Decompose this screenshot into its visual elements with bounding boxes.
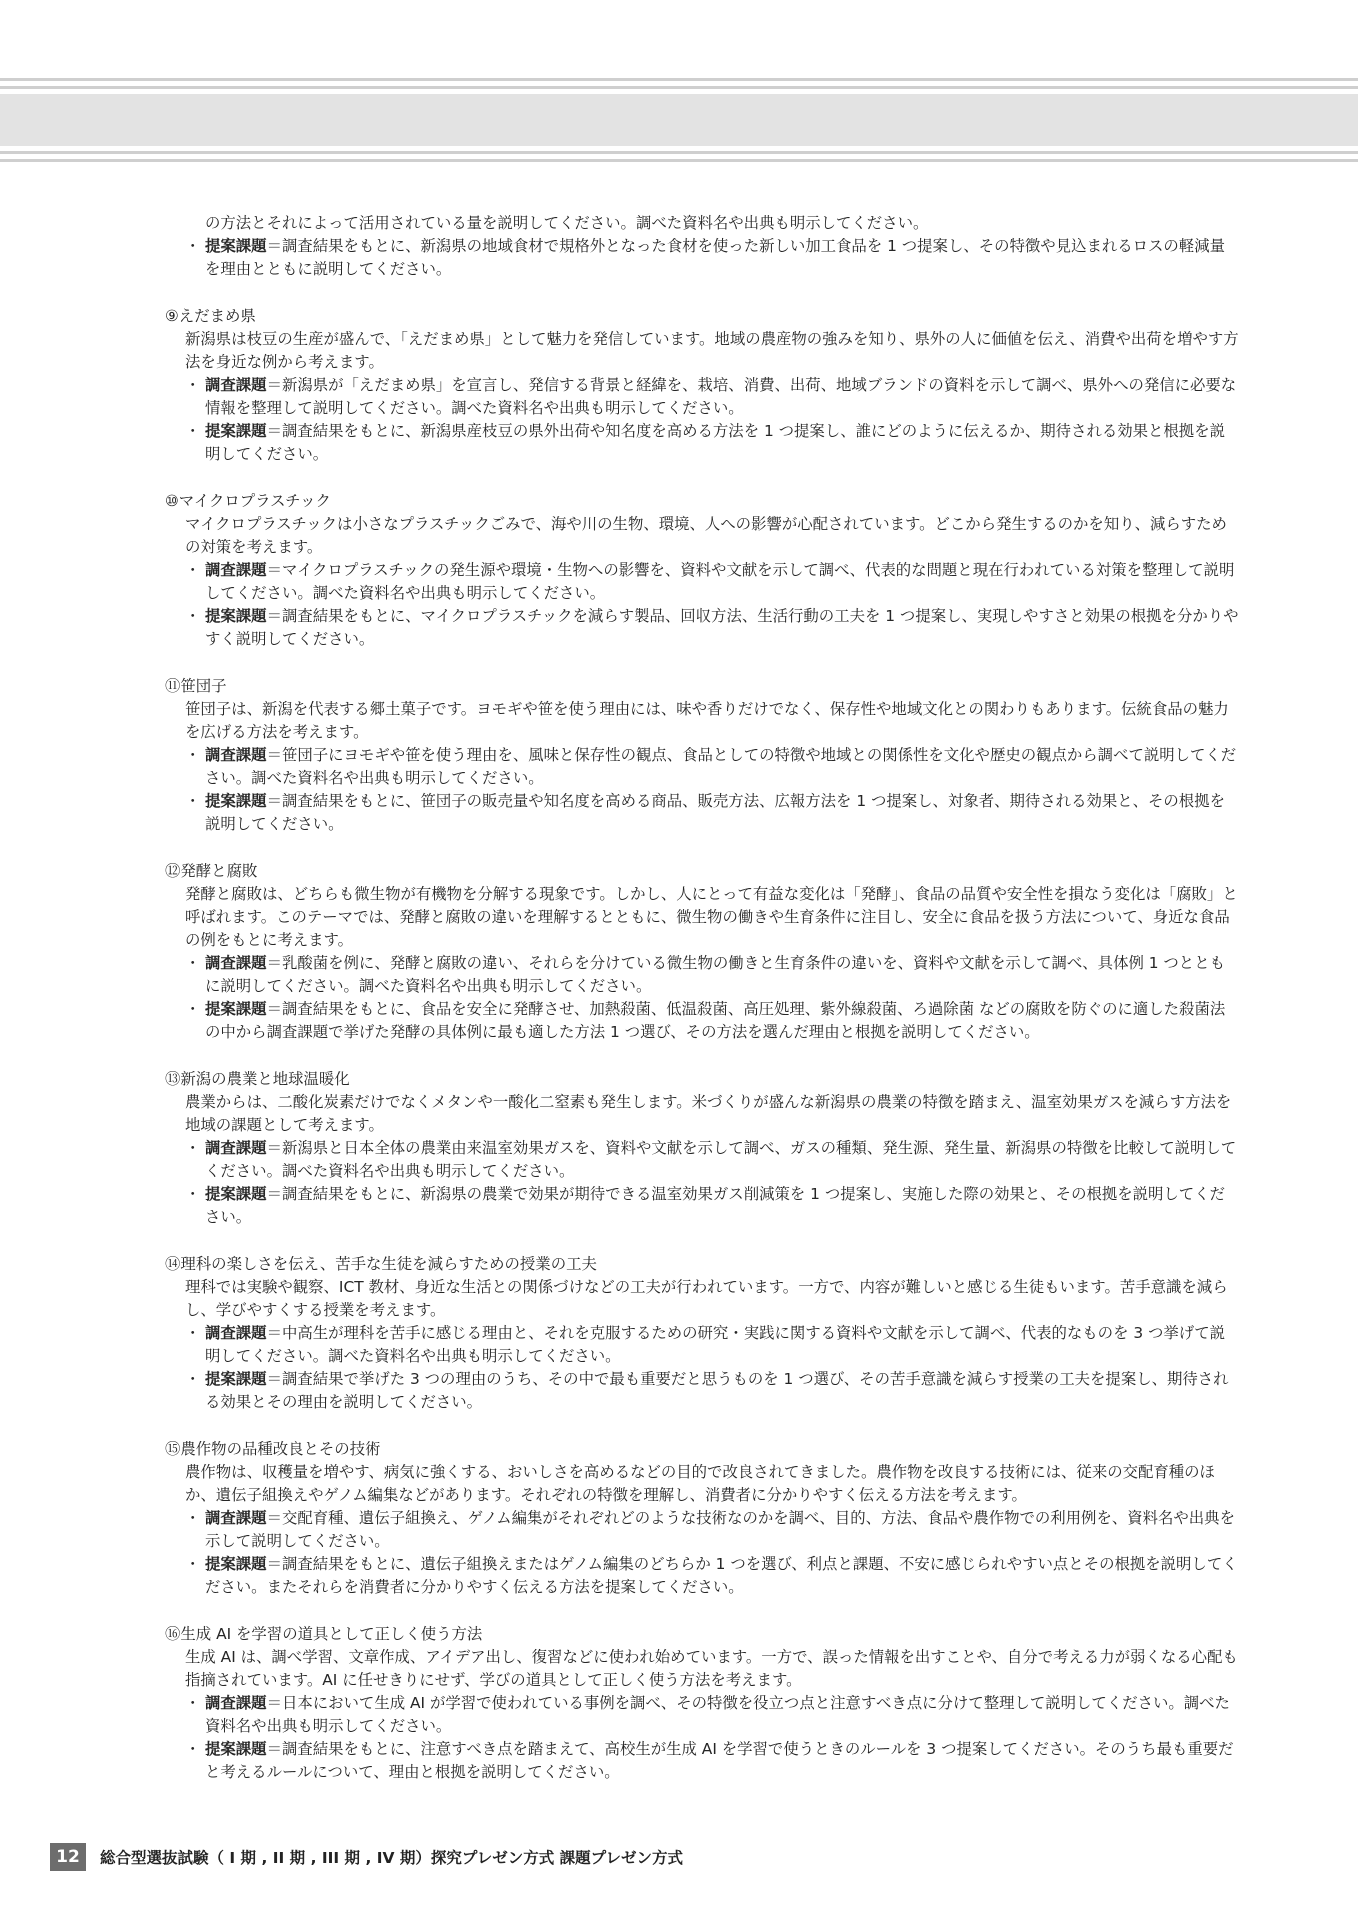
research-task xyxy=(165,1507,1240,1553)
topic-title: ⑨えだまめ県 xyxy=(165,307,256,325)
proposal-task xyxy=(165,420,1240,466)
topic-list xyxy=(165,305,1240,1784)
page-number: 12 xyxy=(50,1843,86,1871)
task-text: ＝中高生が理科を苦手に感じる理由と、それを克服するための研究・実践に関する資料や文献を示して調べ、代表的なものを 3 つ挙げて説明してください。調べた資料名や出典も明示してください。 xyxy=(205,1324,1225,1365)
bullet: ・ xyxy=(185,561,201,579)
bullet: ・ xyxy=(185,1740,201,1758)
topic-section xyxy=(165,490,1240,651)
topic-description: 笹団子は、新潟を代表する郷土菓子です。ヨモギや笹を使う理由には、味や香りだけでなく、保存性や地域文化との関わりもあります。伝統食品の魅力を広げる方法を考えます。 xyxy=(185,700,1229,741)
topic-section xyxy=(165,1623,1240,1784)
topic-section xyxy=(165,1068,1240,1229)
task-label: 提案課題 xyxy=(205,607,267,625)
topic-description: 新潟県は枝豆の生産が盛んで、「えだまめ県」として魅力を発信しています。地域の農産物の強みを知り、県外の人に価値を伝え、消費や出荷を増やす方法を身近な例から考えます。 xyxy=(185,330,1239,371)
task-text: ＝調査結果をもとに、新潟県の農業で効果が期待できる温室効果ガス削減策を 1 つ提案し、実施した際の効果と、その根拠を説明してください。 xyxy=(205,1185,1225,1226)
research-task xyxy=(165,952,1240,998)
task-label: 提案課題 xyxy=(205,1185,267,1203)
task-label: 提案課題 xyxy=(205,237,267,255)
bullet: ・ xyxy=(185,1185,201,1203)
intro-continuation: の方法とそれによって活用されている量を説明してください。調べた資料名や出典も明示してください。 xyxy=(205,214,929,232)
topic-title: ⑬新潟の農業と地球温暖化 xyxy=(165,1070,350,1088)
topic-title: ⑮農作物の品種改良とその技術 xyxy=(165,1440,381,1458)
task-text: ＝笹団子にヨモギや笹を使う理由を、風味と保存性の観点、食品としての特徴や地域との関係性を文化や歴史の観点から調べて説明してください。調べた資料名や出典も明示してください。 xyxy=(205,746,1237,787)
proposal-task xyxy=(165,790,1240,836)
task-label: 提案課題 xyxy=(205,422,267,440)
bullet: ・ xyxy=(185,237,201,255)
topic-description: 発酵と腐敗は、どちらも微生物が有機物を分解する現象です。しかし、人にとって有益な変化は「発酵」、食品の品質や安全性を損なう変化は「腐敗」と呼ばれます。このテーマでは、発酵と腐敗の違いを理解するとともに、微生物の働きや生育条件に注目し、安全に食品を扱う方法について、身近な食品の例をもとに考えます。 xyxy=(185,885,1238,949)
topic-section xyxy=(165,860,1240,1044)
bullet: ・ xyxy=(185,1555,201,1573)
research-task xyxy=(165,1137,1240,1183)
topic-title: ⑭理科の楽しさを伝え、苦手な生徒を減らすための授業の工夫 xyxy=(165,1255,597,1273)
bullet: ・ xyxy=(185,607,201,625)
topic-description: 理科では実験や観察、ICT 教材、身近な生活との関係づけなどの工夫が行われています。一方で、内容が難しいと感じる生徒もいます。苦手意識を減らし、学びやすくする授業を考えます。 xyxy=(185,1278,1228,1319)
task-label: 調査課題 xyxy=(205,376,267,394)
task-text: ＝調査結果で挙げた 3 つの理由のうち、その中で最も重要だと思うものを 1 つ選び、その苦手意識を減らす授業の工夫を提案し、期待される効果とその理由を説明してください。 xyxy=(205,1370,1229,1411)
bullet: ・ xyxy=(185,1324,201,1342)
task-text: ＝日本において生成 AI が学習で使われている事例を調べ、その特徴を役立つ点と注意すべき点に分けて整理して説明してください。調べた資料名や出典も明示してください。 xyxy=(205,1694,1230,1735)
page-footer xyxy=(50,1842,683,1872)
header-band xyxy=(0,94,1358,146)
bullet: ・ xyxy=(185,1694,201,1712)
bullet: ・ xyxy=(185,422,201,440)
topic-section xyxy=(165,1253,1240,1414)
task-label: 提案課題 xyxy=(205,1555,267,1573)
header-rule-bottom-2 xyxy=(0,159,1358,162)
topic-description: 生成 AI は、調べ学習、文章作成、アイデア出し、復習などに使われ始めています。一方で、誤った情報を出すことや、自分で考える力が弱くなる心配も指摘されています。AI に任せきりにせず、学びの道具として正しく使う方法を考えます。 xyxy=(185,1648,1238,1689)
footer-title: 総合型選抜試験（ I 期 , II 期 , III 期 , IV 期）探究プレゼン方式 課題プレゼン方式 xyxy=(100,1849,684,1867)
research-task xyxy=(165,374,1240,420)
task-text: ＝マイクロプラスチックの発生源や環境・生物への影響を、資料や文献を示して調べ、代表的な問題と現在行われている対策を整理して説明してください。調べた資料名や出典も明示してください。 xyxy=(205,561,1235,602)
bullet: ・ xyxy=(185,792,201,810)
header-rule-top xyxy=(0,78,1358,81)
task-text: ＝調査結果をもとに、笹団子の販売量や知名度を高める商品、販売方法、広報方法を 1 つ提案し、対象者、期待される効果と、その根拠を説明してください。 xyxy=(205,792,1225,833)
topic-section xyxy=(165,305,1240,466)
proposal-task xyxy=(165,1368,1240,1414)
task-label: 調査課題 xyxy=(205,561,267,579)
research-task xyxy=(165,1692,1240,1738)
task-label: 提案課題 xyxy=(205,1740,267,1758)
header-rule-top-2 xyxy=(0,86,1358,89)
document-body xyxy=(165,212,1240,1784)
task-label: 調査課題 xyxy=(205,1694,267,1712)
topic-title: ⑯生成 AI を学習の道具として正しく使う方法 xyxy=(165,1625,483,1643)
task-text: ＝新潟県が「えだまめ県」を宣言し、発信する背景と経緯を、栽培、消費、出荷、地域ブランドの資料を示して調べ、県外への発信に必要な情報を整理して説明してください。調べた資料名や出典も明示してください。 xyxy=(205,376,1237,417)
research-task xyxy=(165,559,1240,605)
task-label: 調査課題 xyxy=(205,746,267,764)
proposal-task xyxy=(165,998,1240,1044)
bullet: ・ xyxy=(185,1370,201,1388)
bullet: ・ xyxy=(185,1509,201,1527)
topic-description: 農作物は、収穫量を増やす、病気に強くする、おいしさを高めるなどの目的で改良されてきました。農作物を改良する技術には、従来の交配育種のほか、遺伝子組換えやゲノム編集などがあります。それぞれの特徴を理解し、消費者に分かりやすく伝える方法を考えます。 xyxy=(185,1463,1215,1504)
task-label: 調査課題 xyxy=(205,1139,267,1157)
bullet: ・ xyxy=(185,746,201,764)
header-rule-bottom xyxy=(0,151,1358,154)
bullet: ・ xyxy=(185,954,201,972)
task-label: 調査課題 xyxy=(205,954,267,972)
topic-section xyxy=(165,1438,1240,1599)
bullet: ・ xyxy=(185,1139,201,1157)
topic-description: 農業からは、二酸化炭素だけでなくメタンや一酸化二窒素も発生します。米づくりが盛んな新潟県の農業の特徴を踏まえ、温室効果ガスを減らす方法を地域の課題として考えます。 xyxy=(185,1093,1232,1134)
topic-title: ⑫発酵と腐敗 xyxy=(165,862,258,880)
proposal-task xyxy=(165,1738,1240,1784)
research-task xyxy=(165,1322,1240,1368)
topic-description: マイクロプラスチックは小さなプラスチックごみで、海や川の生物、環境、人への影響が心配されています。どこから発生するのかを知り、減らすための対策を考えます。 xyxy=(185,515,1227,556)
task-text: ＝乳酸菌を例に、発酵と腐敗の違い、それらを分けている微生物の働きと生育条件の違いを、資料や文献を示して調べ、具体例 1 つとともに説明してください。調べた資料名や出典も明示してください。 xyxy=(205,954,1225,995)
task-text: ＝交配育種、遺伝子組換え、ゲノム編集がそれぞれどのような技術なのかを調べ、目的、方法、食品や農作物での利用例を、資料名や出典を示して説明してください。 xyxy=(205,1509,1235,1550)
intro-proposal-task xyxy=(165,235,1240,281)
bullet: ・ xyxy=(185,376,201,394)
task-label: 調査課題 xyxy=(205,1324,267,1342)
task-label: 提案課題 xyxy=(205,1370,267,1388)
task-text: ＝調査結果をもとに、遺伝子組換えまたはゲノム編集のどちらか 1 つを選び、利点と課題、不安に感じられやすい点とその根拠を説明してください。またそれらを消費者に分かりやすく伝える方法を提案してください。 xyxy=(205,1555,1238,1596)
topic-title: ⑪笹団子 xyxy=(165,677,227,695)
bullet: ・ xyxy=(185,1000,201,1018)
task-label: 調査課題 xyxy=(205,1509,267,1527)
proposal-task xyxy=(165,605,1240,651)
topic-title: ⑩マイクロプラスチック xyxy=(165,492,331,510)
task-label: 提案課題 xyxy=(205,792,267,810)
topic-section xyxy=(165,675,1240,836)
task-text: ＝調査結果をもとに、食品を安全に発酵させ、加熱殺菌、低温殺菌、高圧処理、紫外線殺菌、ろ過除菌 などの腐敗を防ぐのに適した殺菌法の中から調査課題で挙げた発酵の具体例に最も適した方法 1 つ選び、その方法を選んだ理由と根拠を説明してください。 xyxy=(205,1000,1226,1041)
task-text: ＝調査結果をもとに、新潟県産枝豆の県外出荷や知名度を高める方法を 1 つ提案し、誰にどのように伝えるか、期待される効果と根拠を説明してください。 xyxy=(205,422,1225,463)
research-task xyxy=(165,744,1240,790)
task-text: ＝調査結果をもとに、注意すべき点を踏まえて、高校生が生成 AI を学習で使うときのルールを 3 つ提案してください。そのうち最も重要だと考えるルールについて、理由と根拠を説明してください。 xyxy=(205,1740,1234,1781)
task-text: ＝調査結果をもとに、マイクロプラスチックを減らす製品、回収方法、生活行動の工夫を 1 つ提案し、実現しやすさと効果の根拠を分かりやすく説明してください。 xyxy=(205,607,1239,648)
proposal-task xyxy=(165,1553,1240,1599)
task-label: 提案課題 xyxy=(205,1000,267,1018)
task-text: ＝新潟県と日本全体の農業由来温室効果ガスを、資料や文献を示して調べ、ガスの種類、発生源、発生量、新潟県の特徴を比較して説明してください。調べた資料名や出典も明示してください。 xyxy=(205,1139,1237,1180)
task-text: ＝調査結果をもとに、新潟県の地域食材で規格外となった食材を使った新しい加工食品を 1 つ提案し、その特徴や見込まれるロスの軽減量を理由とともに説明してください。 xyxy=(205,237,1225,278)
proposal-task xyxy=(165,1183,1240,1229)
